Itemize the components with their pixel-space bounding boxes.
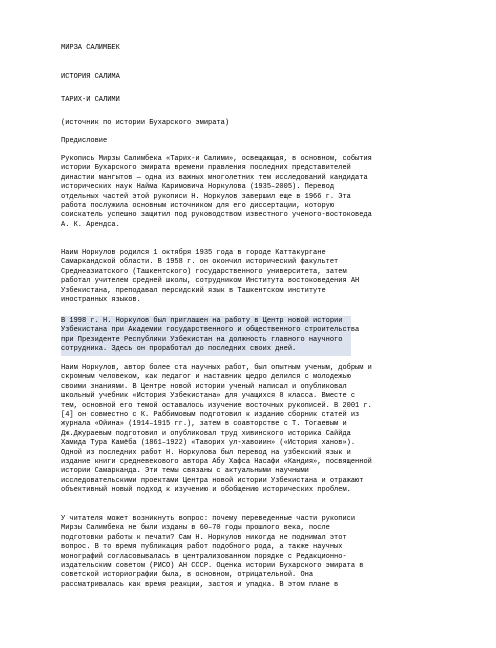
document-title-original: ТАРИХ-И САЛИМИ bbox=[61, 96, 120, 104]
paragraph-line: соискатель успешно защитил под руководством известного ученого-востоковеда bbox=[61, 211, 372, 220]
paragraph-line: вопрос. В то время публикация работ подобного рода, а также научных bbox=[61, 543, 343, 552]
paragraph-line: Наим Норкулов родился 1 октября 1935 года в городе Каттакургане bbox=[61, 249, 326, 257]
paragraph-line: Узбекистана, преподавал персидский язык в Ташкентском институте bbox=[61, 286, 326, 295]
document-subtitle: (источник по истории Бухарского эмирата) bbox=[61, 119, 230, 127]
paragraph-line: В 1998 г. Н. Норкулов был приглашен на работу в Центр новой истории bbox=[61, 317, 343, 325]
paragraph-line: истории Бухарского эмирата времени правления последних представителей bbox=[61, 164, 351, 173]
paragraph-line: своими знаниями. В Центре новой истории ученый написал и опубликовал bbox=[61, 382, 347, 391]
paragraph-line: Самаркандской области. В 1958 г. он окончил исторический факультет bbox=[61, 258, 339, 267]
paragraph-line: советской историографии была, в основном, отрицательной. Она bbox=[61, 571, 314, 580]
paragraph-line: монографий согласовывалась в централизованном порядке с Редакционно- bbox=[61, 552, 347, 561]
paragraph-line: журнала «Ойина» (1914–1915 гг.), затем в соавторстве с Т. Тогаевым и bbox=[61, 420, 347, 429]
paragraph-line: тем, основной его темой оставалось изучение восточных рукописей. В 2001 г. bbox=[61, 401, 372, 410]
paragraph-line: издательским советом (РИСО) АН СССР. Оценка истории Бухарского эмирата в bbox=[61, 562, 364, 570]
paragraph-line: Наим Норкулов, автор более ста научных работ, был опытным ученым, добрым и bbox=[61, 364, 372, 372]
paragraph-line: объективный новый подход к изучению и обобщению исторических проблем. bbox=[61, 486, 351, 495]
paragraph-line: школьный учебник «История Узбекистана» для учащихся 8 класса. Вместе с bbox=[61, 392, 356, 401]
paragraph-line: [4] он совместно с К. Раббимовым подготовил к изданию сборник статей из bbox=[61, 411, 360, 419]
paragraph-line: исторических наук Найма Каримовича Норкулова (1935–2005). Перевод bbox=[61, 183, 335, 192]
paragraph-line: скромным человеком, как педагог и наставник щедро делился с молодежью bbox=[61, 373, 351, 382]
paragraph-line: У читателя может возникнуть вопрос: почему переведенные части рукописи bbox=[61, 515, 356, 523]
document-title: ИСТОРИЯ САЛИМА bbox=[61, 73, 120, 81]
paragraph-line: работа послужила основным источником для его диссертации, которую bbox=[61, 202, 335, 210]
paragraph-line: исследовательскими проектами Центра новой истории Узбекистана и отражают bbox=[61, 476, 364, 485]
paragraph-line: Узбекистана при Академии государственного и общественного строительства bbox=[61, 326, 360, 335]
paragraph-line: Мирзы Салимбека не были изданы в 60–70 годы прошлого века, после bbox=[61, 524, 330, 533]
paragraph-line: иностранных языков. bbox=[61, 296, 141, 304]
section-heading: Предисловие bbox=[61, 137, 108, 145]
paragraph-line: сотрудника. Здесь он проработал до последних своих дней. bbox=[61, 345, 297, 354]
paragraph-line: А. К. Арендса. bbox=[61, 220, 120, 229]
author-name: МИРЗА САЛИМБЕК bbox=[61, 44, 120, 52]
paragraph-line: рассматривалась как время реакции, застоя и упадка. В этом плане в bbox=[61, 580, 339, 589]
paragraph-line: работал учителем средней школы, сотрудником Института востоковедения АН bbox=[61, 277, 360, 286]
paragraph-line: Хамида Тура Камёба (1861–1922) «Таворих ул-хавоиин» («История ханов»). bbox=[61, 439, 356, 448]
paragraph-line: Одной из последних работ Н. Норкулова был перевод на узбекский язык и bbox=[61, 448, 351, 457]
paragraph-line: Рукопись Мирзы Салимбека «Тарих-и Салими», освещающая, в основном, события bbox=[61, 155, 372, 163]
paragraph-line: истории Самарканда. Эти темы связаны с актуальными научными bbox=[61, 467, 309, 476]
paragraph-line: Среднеазиатского (Ташкентского) государственного университета, затем bbox=[61, 267, 347, 276]
paragraph-line: при Президенте Республики Узбекистан на должность главного научного bbox=[61, 335, 343, 344]
paragraph-line: подготовки работы к печати? Сам Н. Норкулов никогда не поднимал этот bbox=[61, 533, 347, 542]
paragraph-line: династии мангытов — одна из важных многолетних тем исследований кандидата bbox=[61, 173, 368, 182]
paragraph-line: Дж.Джураевым подготовил и опубликовал труд хивинского историка Саййда bbox=[61, 429, 351, 438]
paragraph-line: отдельных частей этой рукописи Н. Норкулов завершил еще в 1966 г. Эта bbox=[61, 192, 351, 201]
paragraph-line: издание книги средневекового автора Абу Хафса Насафи «Кандия», посвященной bbox=[61, 458, 372, 466]
